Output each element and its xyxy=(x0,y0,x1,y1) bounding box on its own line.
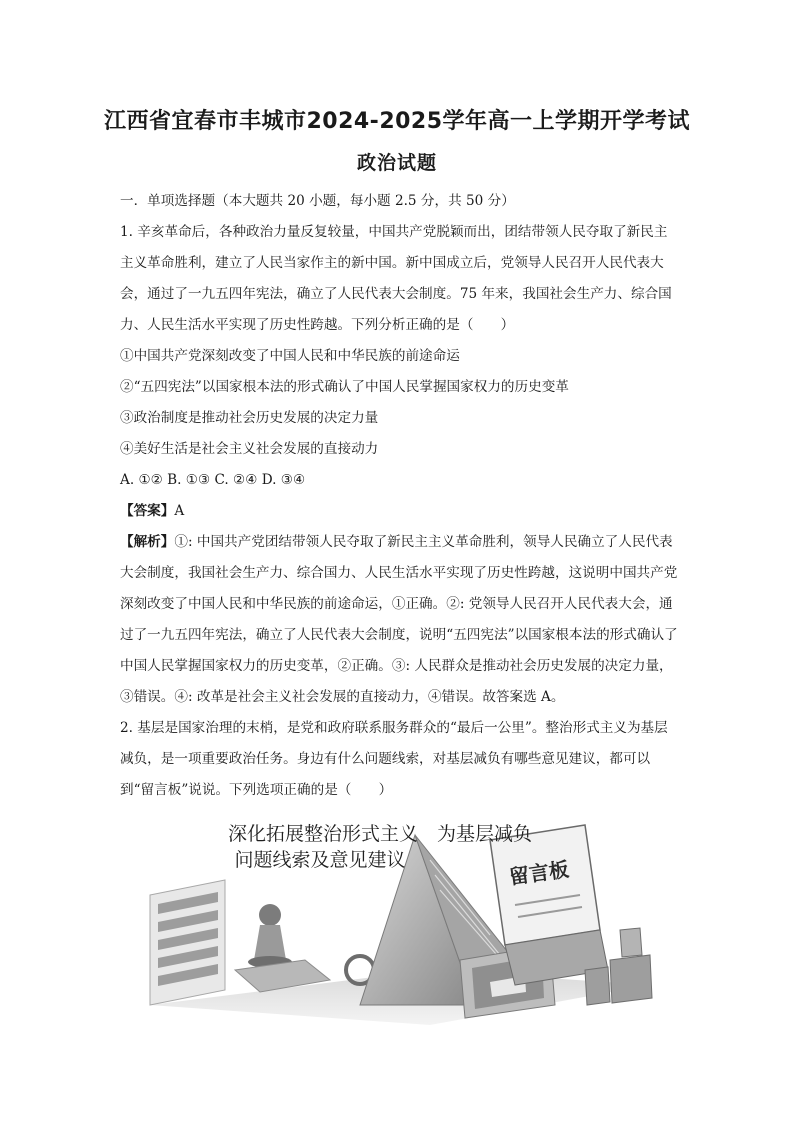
question-1-stem: 1. 辛亥革命后，各种政治力量反复较量，中国共产党脱颖而出，团结带领人民夺取了新民主主义革命胜利，建立了人民当家作主的新中国。新中国成立后，党领导人民召开人民代表大会，通过了一九五四年宪法，确立了人民代表大会制度。75 年来，我国社会生产力、综合国力、人民生活水平实现了历史性跨越。下列分析正确的是（ ） xyxy=(120,224,672,333)
exam-body xyxy=(120,186,680,806)
list-panel-graphic xyxy=(150,880,225,1005)
answer-tag: 【答案】 xyxy=(120,503,175,519)
question-1-choices: A. ①② B. ①③ C. ②④ D. ③④ xyxy=(120,472,306,488)
message-board-illustration xyxy=(130,820,660,1030)
question-1-option-3: ③政治制度是推动社会历史发展的决定力量 xyxy=(120,410,379,426)
section-heading: 一．单项选择题（本大题共 20 小题，每小题 2.5 分，共 50 分） xyxy=(120,193,515,209)
question-1-option-4: ④美好生活是社会主义社会发展的直接动力 xyxy=(120,441,379,457)
question-1-answer xyxy=(120,496,680,527)
board-label: 留言板 xyxy=(507,857,571,890)
question-2-stem: 2. 基层是国家治理的末梢，是党和政府联系服务群众的“最后一公里”。整治形式主义为基层减负，是一项重要政治任务。身边有什么问题线索，对基层减负有哪些意见建议，都可以到“留言板”说说。下列选项正确的是（ ） xyxy=(120,720,668,798)
figure-title-line-1: 深化拓展整治形式主义 为基层减负 xyxy=(227,823,533,845)
analysis-tag: 【解析】 xyxy=(120,534,175,550)
exam-subject-title: 政治试题 xyxy=(356,152,437,174)
pawn-graphic xyxy=(235,904,330,992)
exam-title: 江西省宜春市丰城市2024-2025学年高一上学期开学考试 xyxy=(103,109,691,134)
question-1-analysis xyxy=(120,527,680,713)
figure-title-line-2: 问题线索及意见建议 xyxy=(234,849,406,871)
question-1-option-1: ①中国共产党深刻改变了中国人民和中华民族的前途命运 xyxy=(120,348,460,364)
question-1-option-2: ②“五四宪法”以国家根本法的形式确认了中国人民掌握国家权力的历史变革 xyxy=(120,379,569,395)
analysis-text: ①: 中国共产党团结带领人民夺取了新民主主义革命胜利，领导人民确立了人民代表大会制度，我国社会生产力、综合国力、人民生活水平实现了历史性跨越，这说明中国共产党深刻改变了中国人民和中华民族的前途命运，①正确。②: 党领导人民召开人民代表大会，通过了一九五四年宪法，确立了人民代表大会制度，说明“五四宪法”以国家根本法的形式确认了中国人民掌握国家权力的历史变革，②正确。③: 人民群众是推动社会历史发展的决定力量，③错误。④: 改革是社会主义社会发展的直接动力，④错误。故答案选 A。 xyxy=(120,534,678,705)
answer-value: A xyxy=(174,503,185,519)
